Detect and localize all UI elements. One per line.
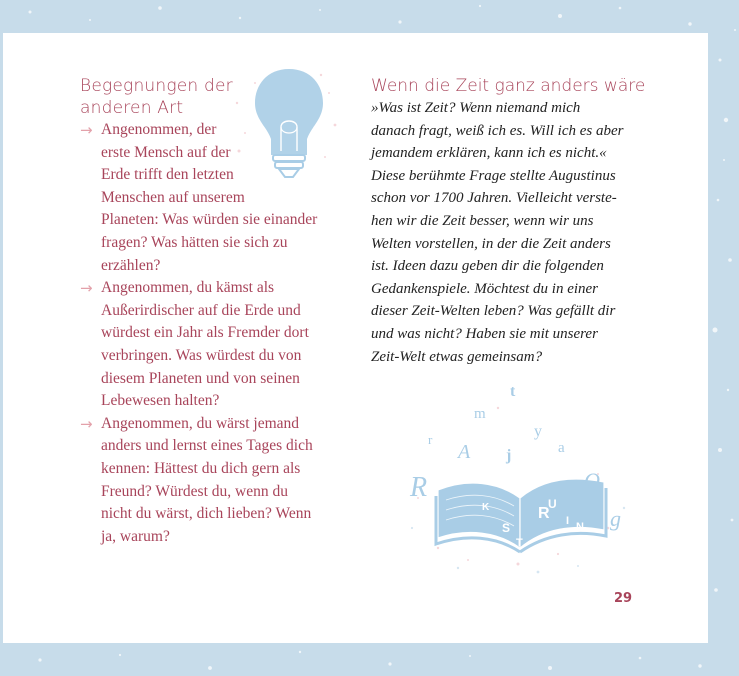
letter-y: y xyxy=(534,423,542,440)
item-line: ja, warum? xyxy=(101,527,170,545)
item-line: kennen: Hättest du dich gern als xyxy=(101,459,301,477)
letter-N: N xyxy=(576,521,584,533)
item-line: verbringen. Was würdest du von xyxy=(101,346,302,364)
thought-experiment-1 xyxy=(80,119,352,277)
book-page xyxy=(3,33,708,643)
left-column xyxy=(80,75,352,548)
left-section-title xyxy=(80,75,352,119)
left-title-line-2: anderen Art xyxy=(80,98,184,118)
thought-experiment-3 xyxy=(80,413,352,549)
letter-j: j xyxy=(506,447,512,464)
paragraph-line: und was nicht? Haben sie mit unserer xyxy=(371,325,598,342)
item-line: Angenommen, du wärst jemand xyxy=(101,414,300,432)
letter-A: A xyxy=(458,441,471,463)
paragraph-line: Gedankenspiele. Möchtest du in einer xyxy=(371,280,599,297)
item-line: Angenommen, der xyxy=(101,121,217,138)
item-line: Menschen auf unserem xyxy=(101,188,245,206)
left-title-line-1: Begegnungen der xyxy=(80,76,233,96)
item-line: würdest ein Jahr als Fremder dort xyxy=(101,324,309,342)
item-line: Außerirdischer auf die Erde und xyxy=(101,301,301,319)
letter-I: I xyxy=(566,515,570,527)
paragraph-line: dieser Zeit-Welten leben? Was gefällt dir xyxy=(371,303,616,320)
paragraph-line: jemandem erklären, kann ich es nicht.« xyxy=(371,145,607,162)
item-line: Freund? Würdest du, wenn du xyxy=(101,482,288,500)
paragraph-line: schon vor 1700 Jahren. Vielleicht verste- xyxy=(371,190,617,207)
thought-experiment-2 xyxy=(80,277,352,413)
letter-R-flourish: R xyxy=(410,472,428,503)
item-line: erste Mensch auf der xyxy=(101,143,231,161)
item-line: Planeten: Was würden sie einander xyxy=(101,211,318,229)
letter-m: m xyxy=(474,406,486,422)
item-line: erzählen? xyxy=(101,256,161,274)
paragraph-line: hen wir die Zeit besser, wenn wir uns xyxy=(371,212,594,229)
letter-t: t xyxy=(510,383,516,400)
letter-R: R xyxy=(538,505,550,522)
right-column xyxy=(371,75,647,368)
open-book-illustration xyxy=(398,378,638,578)
item-line: Erde trifft den letzten xyxy=(101,166,234,184)
letter-T: T xyxy=(516,537,523,549)
item-line: diesem Planeten und von seinen xyxy=(101,369,300,387)
arrow-right-icon: → xyxy=(80,279,93,298)
letter-r: r xyxy=(428,432,433,447)
letter-a: a xyxy=(558,440,565,456)
item-line: nicht du wärst, dich lieben? Wenn xyxy=(101,505,312,523)
item-line: Lebewesen halten? xyxy=(101,392,220,410)
letter-S: S xyxy=(502,521,511,535)
letter-Q: Q xyxy=(584,468,600,493)
intro-paragraph xyxy=(371,97,647,368)
paragraph-line: danach fragt, weiß ich es. Will ich es aber xyxy=(371,122,624,139)
paragraph-line: ist. Ideen dazu geben dir die folgenden xyxy=(371,258,604,275)
letter-U: U xyxy=(548,497,557,511)
item-line: Angenommen, du kämst als xyxy=(101,279,275,297)
letter-g: g xyxy=(610,506,621,531)
arrow-right-icon: → xyxy=(80,414,93,433)
page-number: 29 xyxy=(614,591,633,606)
paragraph-line: Diese berühmte Frage stellte Augustinus xyxy=(371,167,616,184)
letter-K: K xyxy=(482,502,490,513)
paragraph-line: Welten vorstellen, in der die Zeit anders xyxy=(371,235,611,252)
paragraph-line: Zeit-Welt etwas gemeinsam? xyxy=(371,348,543,365)
right-section-title: Wenn die Zeit ganz anders wäre xyxy=(371,76,646,96)
item-line: anders und lernst eines Tages dich xyxy=(101,437,313,455)
item-line: fragen? Was hätten sie sich zu xyxy=(101,233,288,251)
paragraph-line: »Was ist Zeit? Wenn niemand mich xyxy=(371,100,581,116)
arrow-right-icon: → xyxy=(80,121,93,139)
